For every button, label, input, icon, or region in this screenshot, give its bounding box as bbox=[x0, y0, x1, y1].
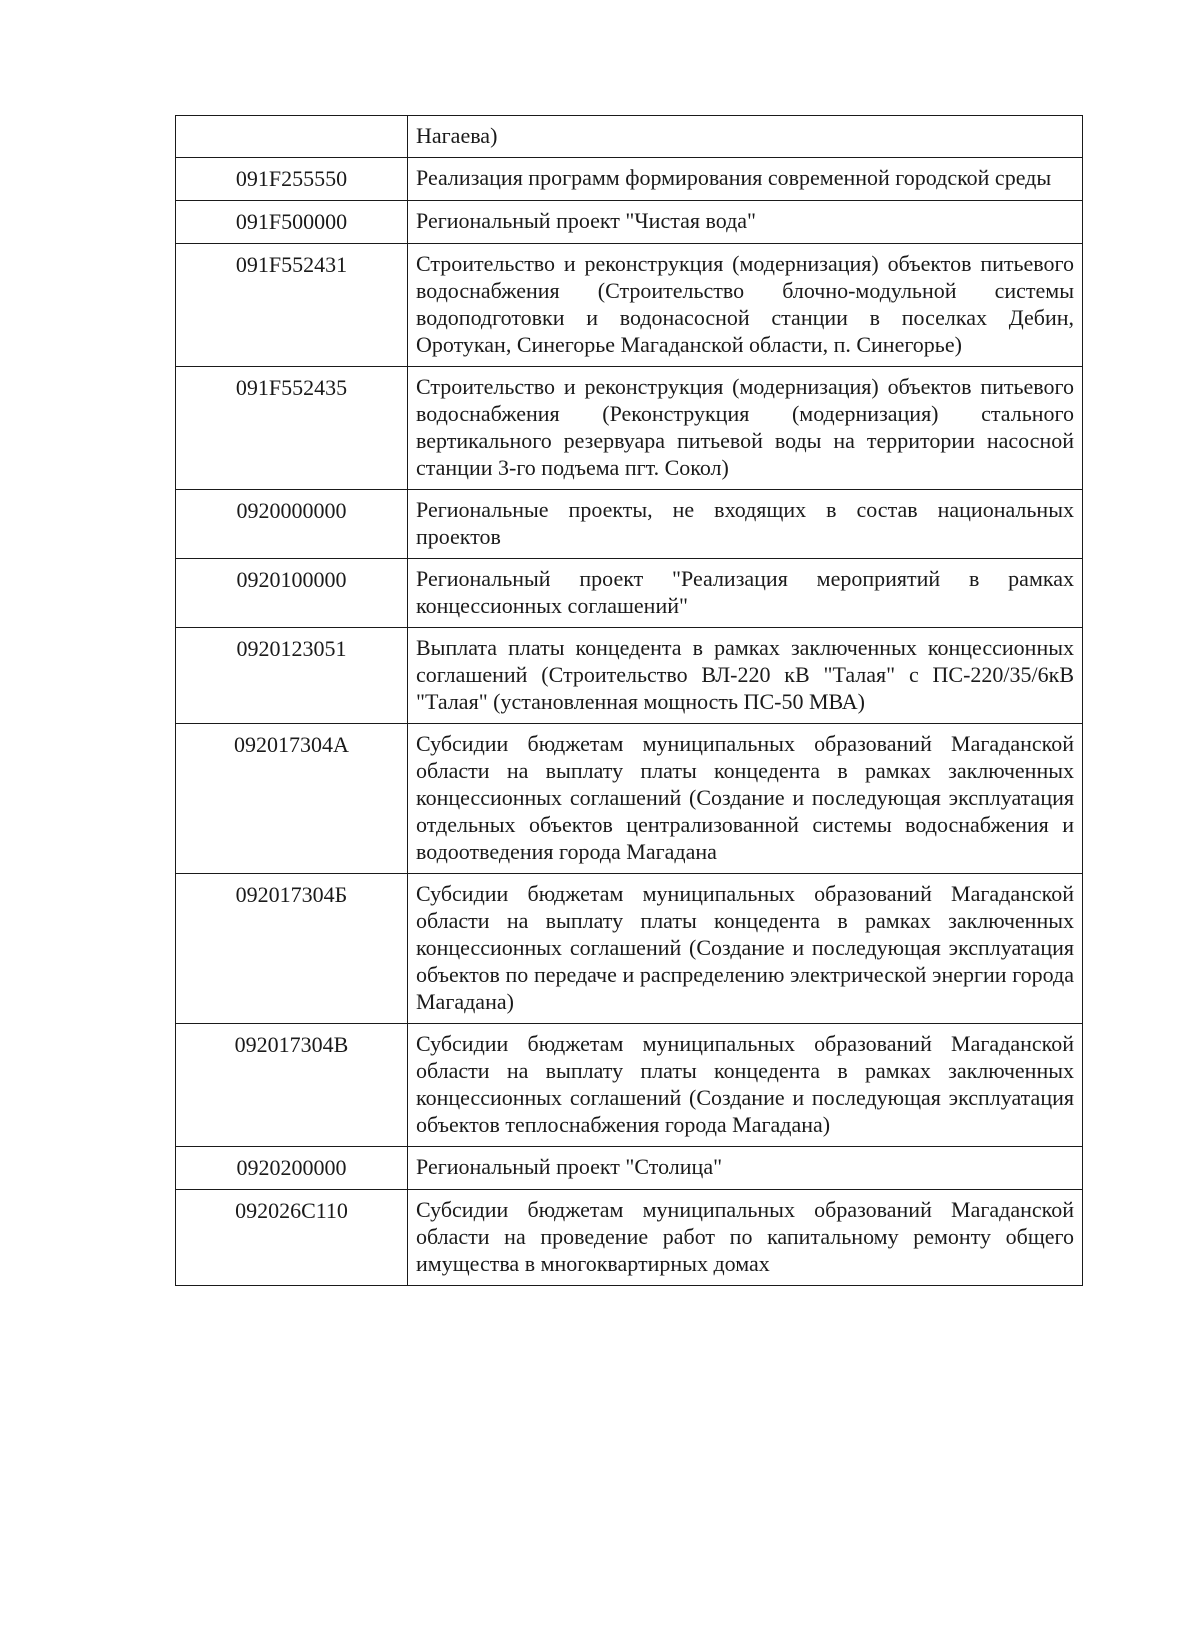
table-row bbox=[176, 1147, 1083, 1190]
row-description: Субсидии бюджетам муниципальных образований Магаданской области на выплату платы концедента в рамках заключенных концессионных соглашений (Создание и последующая эксплуатация объектов по передаче и распределению электрической энергии города Магадана) bbox=[408, 874, 1083, 1024]
row-code: 091F552435 bbox=[176, 367, 408, 490]
row-description: Региональные проекты, не входящих в состав национальных проектов bbox=[408, 490, 1083, 559]
table-row bbox=[176, 628, 1083, 724]
table-row bbox=[176, 244, 1083, 367]
row-description: Региональный проект "Чистая вода" bbox=[408, 201, 1083, 244]
budget-code-table bbox=[175, 115, 1083, 1286]
row-description: Региональный проект "Реализация мероприятий в рамках концессионных соглашений" bbox=[408, 559, 1083, 628]
row-code: 092017304А bbox=[176, 724, 408, 874]
table-row bbox=[176, 1190, 1083, 1286]
row-description: Нагаева) bbox=[408, 116, 1083, 158]
row-code: 092026С110 bbox=[176, 1190, 408, 1286]
row-code: 091F255550 bbox=[176, 158, 408, 201]
row-code: 091F500000 bbox=[176, 201, 408, 244]
table-row bbox=[176, 559, 1083, 628]
table-row bbox=[176, 490, 1083, 559]
row-description: Выплата платы концедента в рамках заключенных концессионных соглашений (Строительство ВЛ-220 кВ "Талая" с ПС-220/35/6кВ "Талая" (установленная мощность ПС-50 МВА) bbox=[408, 628, 1083, 724]
table-row bbox=[176, 724, 1083, 874]
table-row bbox=[176, 367, 1083, 490]
table-row bbox=[176, 158, 1083, 201]
row-code bbox=[176, 116, 408, 158]
row-code: 092017304Б bbox=[176, 874, 408, 1024]
row-code: 092017304В bbox=[176, 1024, 408, 1147]
table-row bbox=[176, 201, 1083, 244]
row-description: Субсидии бюджетам муниципальных образований Магаданской области на выплату платы концедента в рамках заключенных концессионных соглашений (Создание и последующая эксплуатация объектов теплоснабжения города Магадана) bbox=[408, 1024, 1083, 1147]
table-row bbox=[176, 1024, 1083, 1147]
row-description: Строительство и реконструкция (модернизация) объектов питьевого водоснабжения (Реконструкция (модернизация) стального вертикального резервуара питьевой воды на территории насосной станции 3-го подъема пгт. Сокол) bbox=[408, 367, 1083, 490]
row-description: Реализация программ формирования современной городской среды bbox=[408, 158, 1083, 201]
row-description: Субсидии бюджетам муниципальных образований Магаданской области на проведение работ по капитальному ремонту общего имущества в многоквартирных домах bbox=[408, 1190, 1083, 1286]
row-description: Региональный проект "Столица" bbox=[408, 1147, 1083, 1190]
row-code: 0920123051 bbox=[176, 628, 408, 724]
row-code: 091F552431 bbox=[176, 244, 408, 367]
row-code: 0920100000 bbox=[176, 559, 408, 628]
row-code: 0920000000 bbox=[176, 490, 408, 559]
table-row bbox=[176, 874, 1083, 1024]
row-code: 0920200000 bbox=[176, 1147, 408, 1190]
row-description: Строительство и реконструкция (модернизация) объектов питьевого водоснабжения (Строительство блочно-модульной системы водоподготовки и водонасосной станции в поселках Дебин, Оротукан, Синегорье Магаданской области, п. Синегорье) bbox=[408, 244, 1083, 367]
row-description: Субсидии бюджетам муниципальных образований Магаданской области на выплату платы концедента в рамках заключенных концессионных соглашений (Создание и последующая эксплуатация отдельных объектов централизованной системы водоснабжения и водоотведения города Магадана bbox=[408, 724, 1083, 874]
table-row bbox=[176, 116, 1083, 158]
